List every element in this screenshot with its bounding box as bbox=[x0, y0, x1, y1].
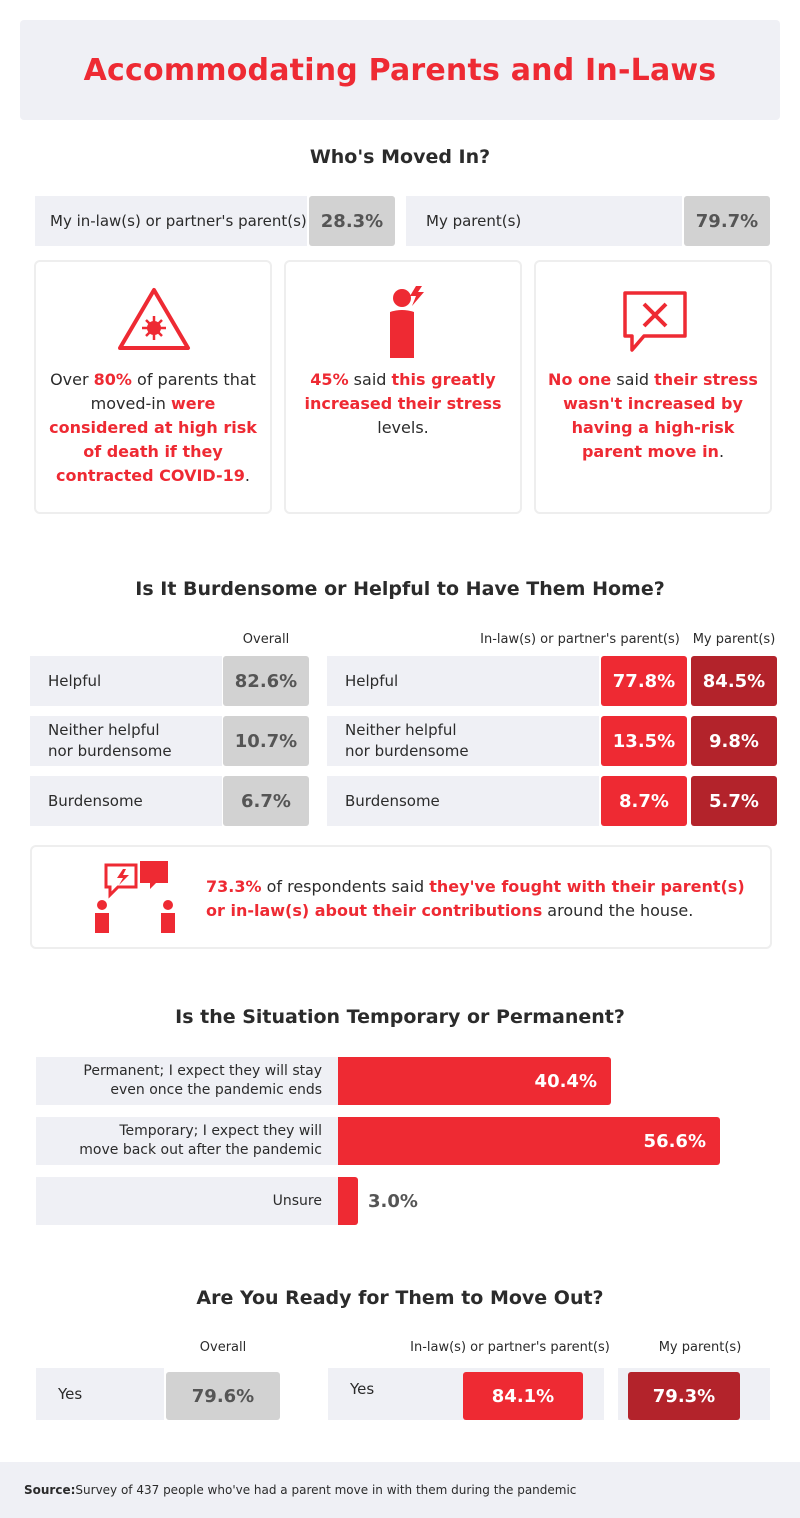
ready-value-parent: 79.3% bbox=[628, 1372, 740, 1420]
warning-virus-icon bbox=[116, 286, 192, 354]
ready-col-parent: My parent(s) bbox=[658, 1340, 742, 1355]
body-text: of respondents said bbox=[261, 877, 430, 896]
moved-in-label-parent: My parent(s) bbox=[406, 196, 682, 246]
burden-heading: Is It Burdensome or Helpful to Have Them Home? bbox=[135, 578, 665, 600]
title-banner bbox=[20, 20, 780, 120]
fought-text bbox=[206, 875, 746, 923]
ready-heading: Are You Ready for Them to Move Out? bbox=[196, 1287, 604, 1309]
burden-col-overall: Overall bbox=[242, 632, 290, 647]
body-text: around the house. bbox=[542, 901, 694, 920]
situation-row-label: Temporary; I expect they will move back out after the pandemic bbox=[36, 1117, 338, 1165]
burden-col-inlaw: In-law(s) or partner's parent(s) bbox=[480, 632, 680, 647]
body-text: . bbox=[244, 466, 251, 485]
burden-row-label-split: Neither helpful nor burdensome bbox=[327, 716, 599, 766]
stressed-person-icon bbox=[382, 284, 428, 360]
highlight-text: 45% bbox=[310, 370, 349, 389]
source-text: Survey of 437 people who've had a parent move in with them during the pandemic bbox=[75, 1483, 577, 1497]
body-text: of parents that moved-in bbox=[90, 370, 256, 413]
burden-overall-value: 82.6% bbox=[223, 656, 309, 706]
ready-label-overall: Yes bbox=[36, 1368, 164, 1420]
highlight-text: 80% bbox=[93, 370, 132, 389]
arguing-people-icon bbox=[92, 859, 202, 935]
body-text: . bbox=[718, 442, 725, 461]
situation-bar-label: 40.4% bbox=[534, 1070, 597, 1092]
burden-row-label: Neither helpful nor burdensome bbox=[30, 716, 222, 766]
moved-in-heading: Who's Moved In? bbox=[309, 146, 491, 168]
card-no-one bbox=[534, 260, 772, 514]
ready-col-overall: Overall bbox=[199, 1340, 247, 1355]
situation-row-label: Permanent; I expect they will stay even once the pandemic ends bbox=[36, 1057, 338, 1105]
burden-parent-value: 84.5% bbox=[691, 656, 777, 706]
burden-inlaw-value: 77.8% bbox=[601, 656, 687, 706]
highlight-text: 73.3% bbox=[206, 877, 262, 896]
card-high-risk bbox=[34, 260, 272, 514]
body-text: levels. bbox=[377, 418, 429, 437]
card-stress-text bbox=[296, 368, 510, 440]
situation-heading: Is the Situation Temporary or Permanent? bbox=[175, 1006, 625, 1028]
highlight-text: were considered at high risk of death if they contracted COVID-19 bbox=[49, 394, 257, 485]
ready-value-overall: 79.6% bbox=[166, 1372, 280, 1420]
burden-row-label-split: Helpful bbox=[327, 656, 599, 706]
burden-parent-value: 5.7% bbox=[691, 776, 777, 826]
card-no-one-text bbox=[546, 368, 760, 464]
situation-bar-label: 56.6% bbox=[643, 1130, 706, 1152]
burden-row-label-split: Burdensome bbox=[327, 776, 599, 826]
highlight-text: this greatly increased their stress bbox=[304, 370, 502, 413]
situation-row-label: Unsure bbox=[36, 1177, 338, 1225]
highlight-text: their stress wasn't increased by having a high-risk parent move in bbox=[563, 370, 758, 461]
source-label: Source: bbox=[24, 1483, 76, 1497]
burden-overall-value: 10.7% bbox=[223, 716, 309, 766]
body-text: said bbox=[348, 370, 392, 389]
moved-in-label-inlaw: My in-law(s) or partner's parent(s) bbox=[35, 196, 307, 246]
burden-overall-value: 6.7% bbox=[223, 776, 309, 826]
burden-row-label: Helpful bbox=[30, 656, 222, 706]
burden-inlaw-value: 13.5% bbox=[601, 716, 687, 766]
body-text: Over bbox=[50, 370, 94, 389]
fought-callout bbox=[30, 845, 772, 949]
ready-col-inlaw: In-law(s) or partner's parent(s) bbox=[410, 1340, 610, 1355]
burden-parent-value: 9.8% bbox=[691, 716, 777, 766]
source-footer bbox=[0, 1462, 800, 1518]
body-text: said bbox=[611, 370, 655, 389]
situation-bar bbox=[338, 1177, 358, 1225]
burden-col-parent: My parent(s) bbox=[692, 632, 776, 647]
card-high-risk-text bbox=[46, 368, 260, 488]
page-title: Accommodating Parents and In-Laws bbox=[83, 52, 717, 88]
moved-in-value-parent: 79.7% bbox=[684, 196, 770, 246]
situation-bar-label: 3.0% bbox=[368, 1190, 418, 1212]
highlight-text: No one bbox=[548, 370, 612, 389]
card-stress bbox=[284, 260, 522, 514]
ready-label-inlaw: Yes bbox=[328, 1368, 604, 1420]
burden-row-label: Burdensome bbox=[30, 776, 222, 826]
chat-x-icon bbox=[622, 290, 688, 354]
moved-in-value-inlaw: 28.3% bbox=[309, 196, 395, 246]
ready-value-inlaw: 84.1% bbox=[463, 1372, 583, 1420]
highlight-text: they've fought with their parent(s) or in-law(s) about their contributions bbox=[206, 877, 745, 920]
burden-inlaw-value: 8.7% bbox=[601, 776, 687, 826]
